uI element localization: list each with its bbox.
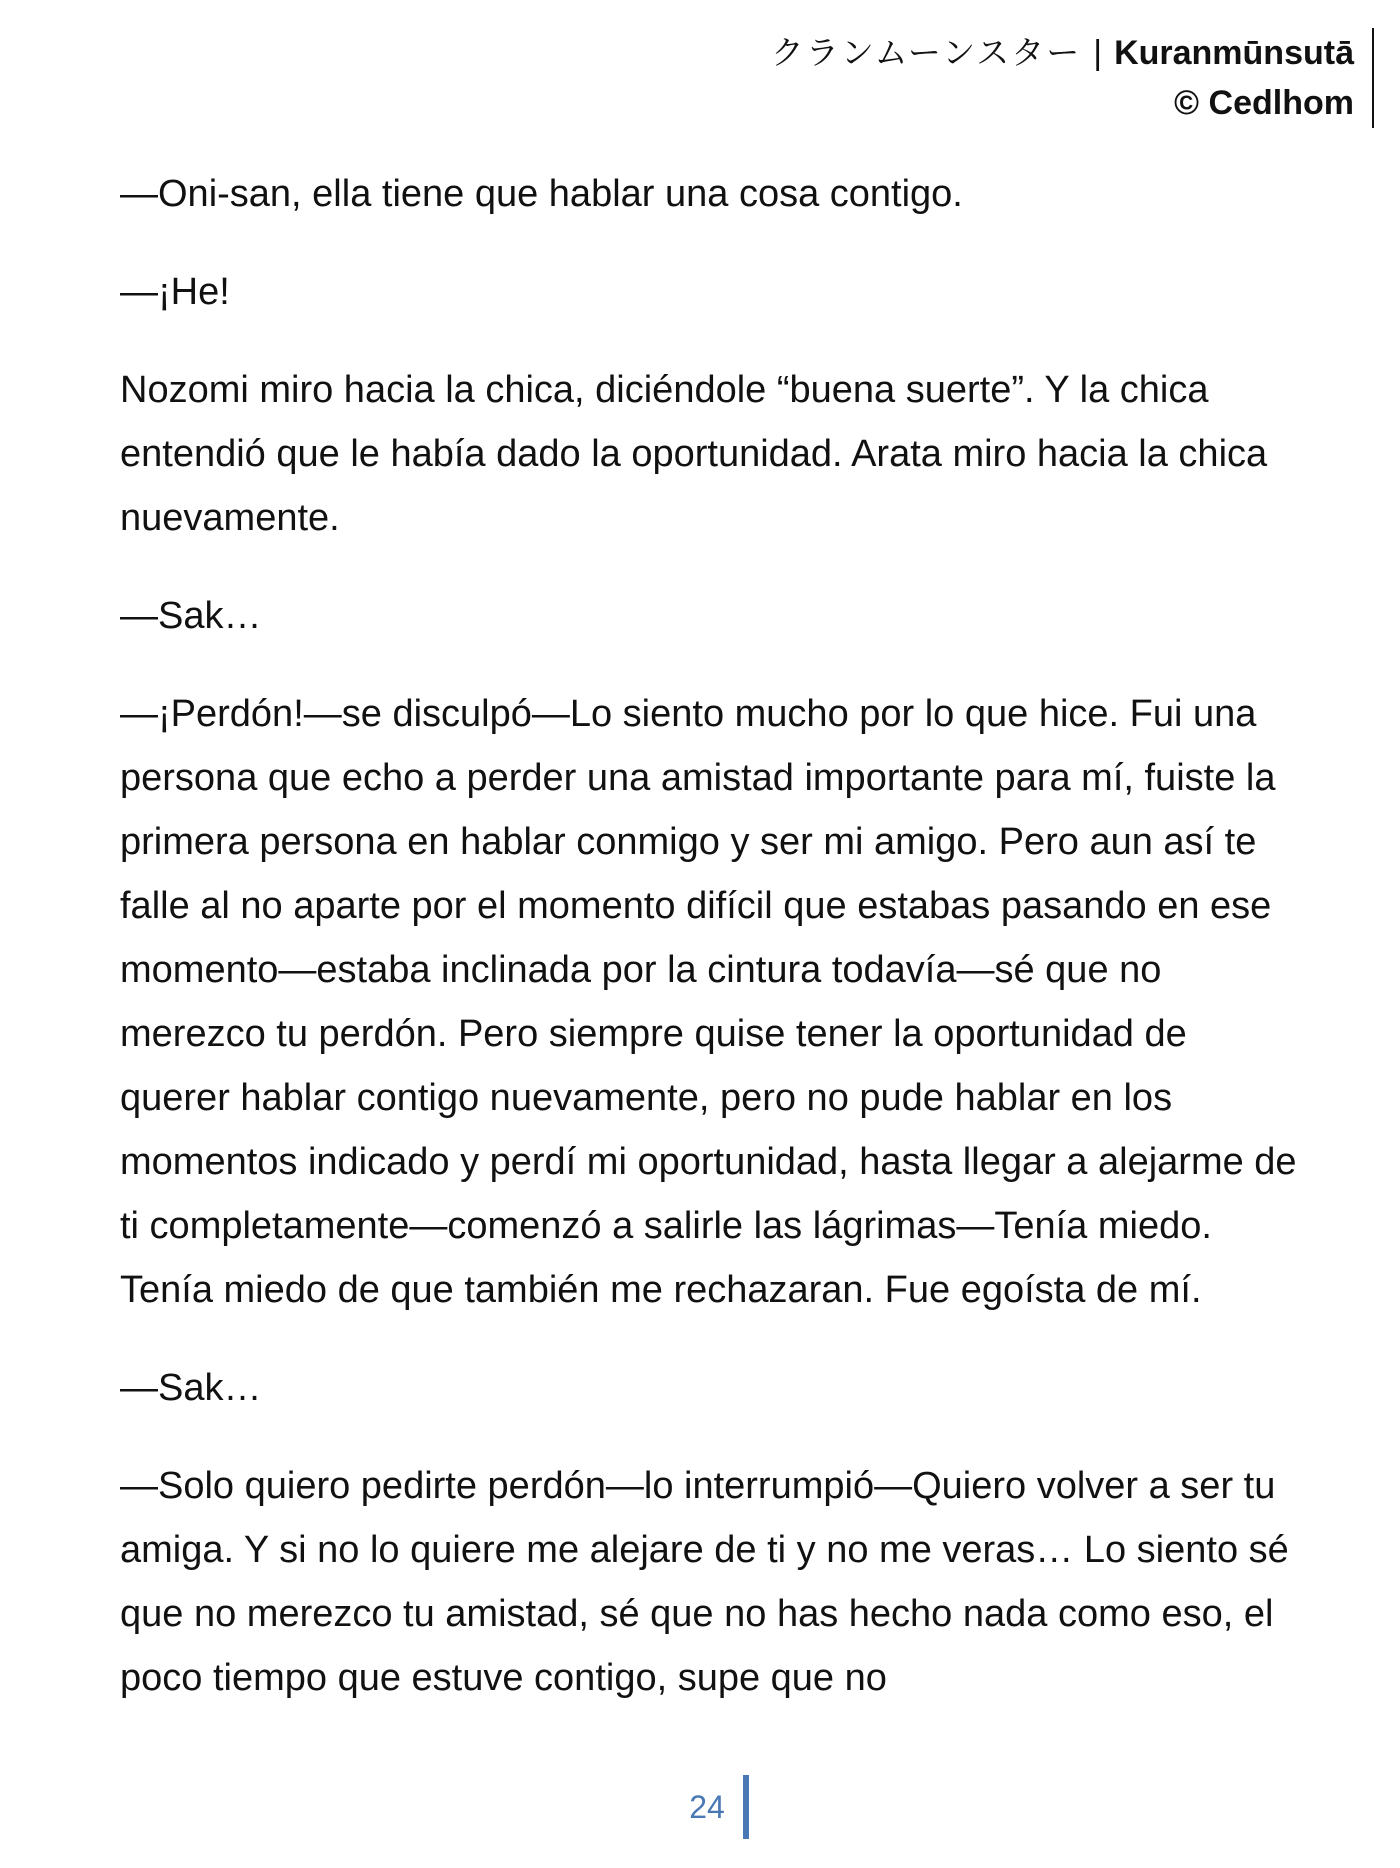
paragraph: —Sak… bbox=[120, 1367, 262, 1409]
copyright-notice: © Cedlhom bbox=[1174, 84, 1354, 122]
paragraph: —Oni-san, ella tiene que hablar una cosa contigo. bbox=[120, 173, 963, 215]
header-separator: | bbox=[1093, 34, 1103, 72]
japanese-title: クランムーンスター bbox=[770, 33, 1082, 72]
document-body bbox=[120, 162, 1300, 1744]
header-title-line bbox=[771, 28, 1354, 78]
paragraph: Nozomi miro hacia la chica, diciéndole “buena suerte”. Y la chica entendió que le había dado la oportunidad. Arata miro hacia la chica nuevamente. bbox=[120, 369, 1268, 539]
paragraph: —Solo quiero pedirte perdón—lo interrumpió—Quiero volver a ser tu amiga. Y si no lo quiere me alejare de ti y no me veras… Lo siento sé que no merezco tu amistad, sé que no has hecho nada como eso, el poco tiempo que estuve contigo, supe que no bbox=[120, 1465, 1289, 1699]
page-header bbox=[771, 28, 1374, 128]
page-number: 24 bbox=[689, 1775, 749, 1839]
paragraph: —Sak… bbox=[120, 595, 262, 637]
romaji-title: Kuranmūnsutā bbox=[1114, 34, 1354, 72]
paragraph: —¡He! bbox=[120, 271, 230, 313]
page-footer bbox=[0, 1775, 1400, 1839]
paragraph: —¡Perdón!—se disculpó—Lo siento mucho por lo que hice. Fui una persona que echo a perder una amistad importante para mí, fuiste la primera persona en hablar conmigo y ser mi amigo. Pero aun así te falle al no aparte por el momento difícil que estabas pasando en ese momento—estaba inclinada por la cintura todavía—sé que no merezco tu perdón. Pero siempre quise tener la oportunidad de querer hablar contigo nuevamente, pero no pude hablar en los momentos indicado y perdí mi oportunidad, hasta llegar a alejarme de ti completamente—comenzó a salirle las lágrimas—Tenía miedo. Tenía miedo de que también me rechazaran. Fue egoísta de mí. bbox=[120, 693, 1297, 1311]
